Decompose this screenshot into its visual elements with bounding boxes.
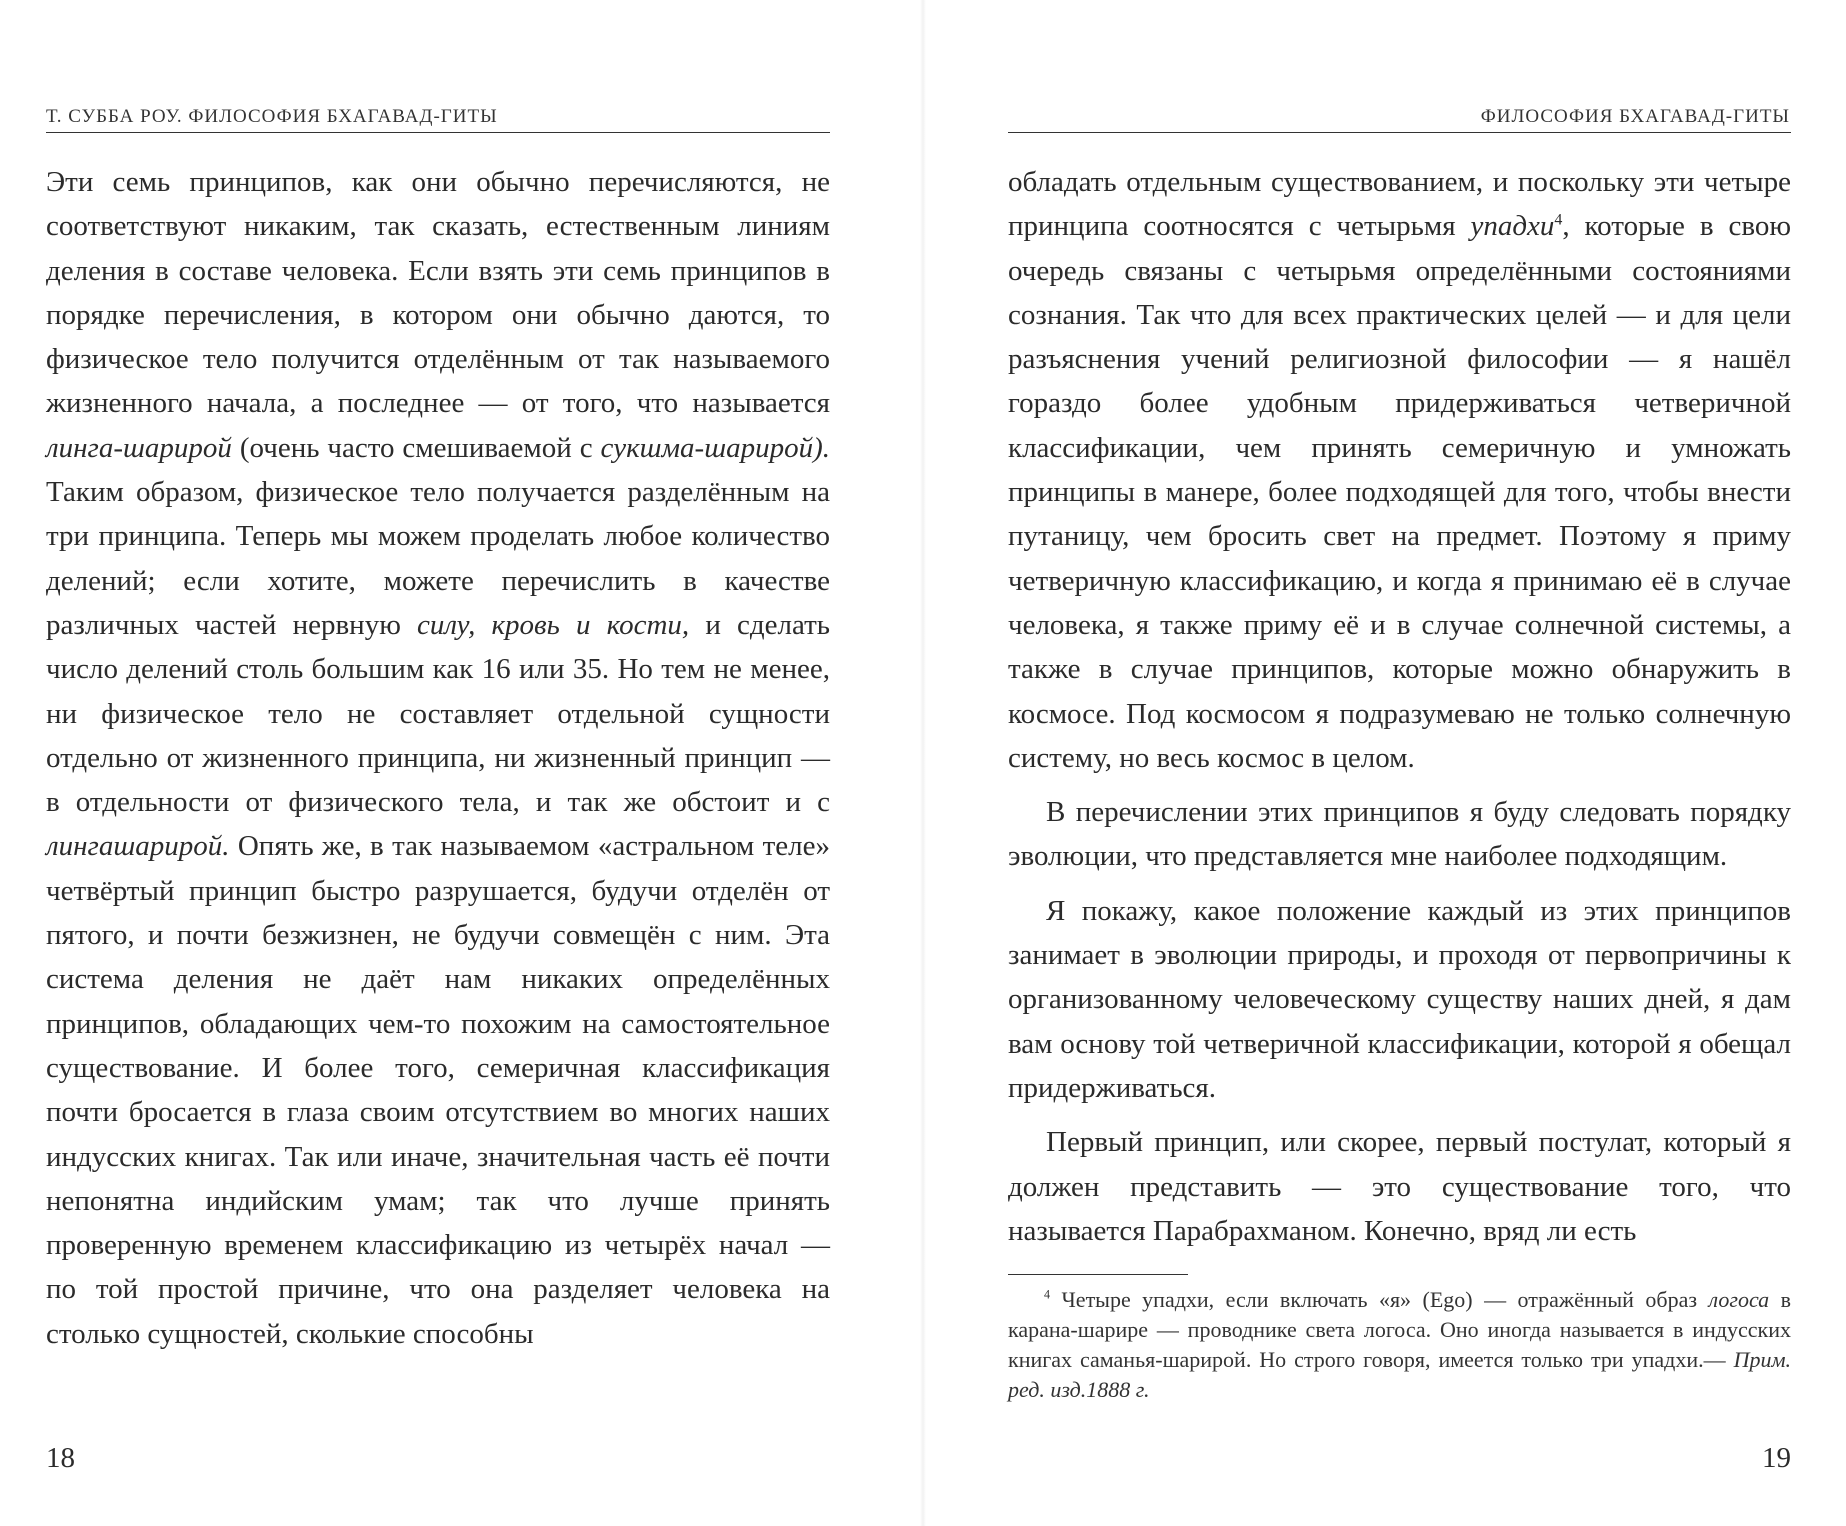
right-page [923,0,1846,1526]
text-run: Эти семь принципов, как они обычно перечисляются, не соответствуют никаким, так сказать, естественным линиям деления в составе человека. Если взять эти семь принципов в порядке перечисления, в котором они обычно даются, то физическое тело получится отделённым от так называемого жизненного начала, а последнее — от того, что называется [46,166,830,420]
text-run: Четыре упадхи, если включать «я» (Ego) — отражённый образ [1050,1287,1709,1312]
header-rule [46,132,830,133]
paragraph [46,160,830,1356]
italic-term: лингашарирой. [46,830,230,863]
paragraph: В перечислении этих принципов я буду следовать порядку эволюции, что представляется мне наиболее подходящим. [1008,796,1791,873]
page-number: 19 [1762,1442,1791,1474]
body-text [1008,160,1791,1253]
footnote-ref[interactable]: 4 [1554,211,1563,229]
italic-term: Прим. ред. изд.1888 г. [1008,1347,1791,1402]
italic-term: сукшма-шарирой). [600,431,830,464]
running-head: Т. СУББА РОУ. ФИЛОСОФИЯ БХАГАВАД-ГИТЫ [46,106,498,127]
italic-term: линга-шарирой [46,431,232,464]
paragraph: Я покажу, какое положение каждый из этих принципов занимает в эволюции природы, и проходя от первопричины к организованному человеческому существу наших дней, я дам вам основу той четверичной классификации, которой я обещал придерживаться. [1008,894,1791,1104]
body-text [46,160,830,1356]
running-head: ФИЛОСОФИЯ БХАГАВАД-ГИТЫ [1480,106,1790,127]
text-run: Опять же, в так называемом «астральном теле» четвёртый принцип быстро разрушается, будучи отделён от пятого, и почти безжизнен, не будучи совмещён с ним. Эта система деления не даёт нам никаких определённых принципов, обладающих чем-то похожим на самостоятельное существование. И более того, семеричная классификация почти бросается в глаза своим отсутствием во многих наших индусских книгах. Так или иначе, значительная часть её почти непонятна индийским умам; так что лучше принять проверенную временем классификацию из четырёх начал — по той простой причине, что она разделяет человека на столько сущностей, сколькие способны [46,830,830,1350]
footnote-rule [1008,1274,1188,1275]
footnote-marker: 4 [1044,1287,1051,1302]
paragraph [1008,160,1791,780]
text-run: обладать отдельным существованием, и поскольку эти четыре принципа соотносятся с четырьмя [1008,166,1791,243]
italic-term: силу, кровь и кости, [417,608,690,641]
page-number: 18 [46,1442,75,1474]
italic-term: упадхи [1470,210,1555,243]
header-rule [1008,132,1791,133]
text-run: в карана-шарире — проводнике света логоса. Оно иногда называется в индусских книгах саманья-шарирой. Но строго говоря, имеется только три упадхи.— [1008,1287,1791,1372]
footnote [1008,1285,1791,1405]
text-run: и сделать число делений столь большим как 16 или 35. Но тем не менее, ни физическое тело не составляет отдельной сущности отдельно от жизненного принципа, ни жизненный принцип — в отдельности от физического тела, и так же обстоит и с [46,608,830,819]
paragraph: Первый принцип, или скорее, первый постулат, который я должен представить — это существование того, что называется Парабрахманом. Конечно, вряд ли есть [1008,1126,1791,1247]
text-run: Таким образом, физическое тело получается разделённым на три принципа. Теперь мы можем проделать любое количество делений; если хотите, можете перечислить в качестве различных частей нервную [46,476,830,641]
italic-term: логоса [1708,1287,1770,1312]
text-run: , которые в свою очередь связаны с четырьмя определёнными состояниями сознания. Так что для всех практических целей — и для цели разъяснения учений религиозной философии — я нашёл гораздо более удобным придерживаться четверичной классификации, чем принять семеричную и умножать принципы в манере, более подходящей для того, чтобы внести путаницу, чем бросить свет на предмет. Поэтому я приму четверичную классификацию, и когда я принимаю её в случае человека, я также приму её и в случае солнечной системы, а также в случае принципов, которые можно обнаружить в космосе. Под космосом я подразумеваю не только солнечную систему, но весь космос в целом. [1008,210,1792,774]
text-run: (очень часто смешиваемой с [231,431,601,464]
